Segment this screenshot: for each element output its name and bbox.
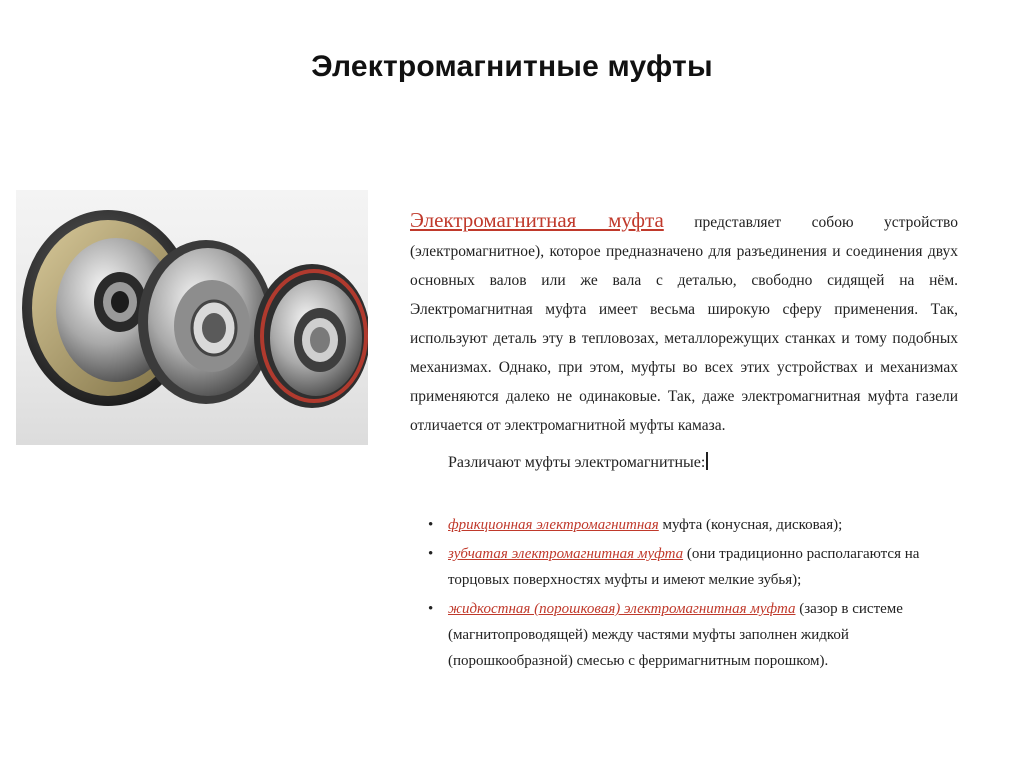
list-item [426, 596, 956, 674]
kind-text: (зазор в системе (магнитопроводящей) между частями муфты заполнен жидкой (порошкообразной) смесью с ферримагнитным порошком). [448, 601, 903, 669]
kinds-heading [448, 452, 708, 472]
intro-term: Электромагнитная муфта [410, 208, 664, 232]
kinds-heading-text: Различают муфты электромагнитные: [448, 454, 706, 471]
slide-title: Электромагнитные муфты [311, 50, 713, 83]
list-item [426, 512, 956, 538]
kind-text: (они традиционно располагаются на торцовых поверхностях муфты и имеют мелкие зубья); [448, 546, 920, 588]
text-cursor [706, 452, 708, 470]
intro-text: представляет собою устройство (электромагнитное), которое предназначено для разъединения и соединения двух основных валов или же вала с деталью, свободно сидящей на нём. Электромагнитная муфта имеет весьма широкую сферу применения. Так, используют деталь эту в тепловозах, металлорежущих станках и тому подобных механизмах. Однако, при этом, муфты во всех этих устройствах и механизмах применяются далеко не одинаковые. Так, даже электромагнитная муфта газели отличается от электромагнитной муфты камаза. [410, 214, 958, 434]
middle-clutch [138, 240, 274, 404]
clutch-illustration [16, 190, 368, 445]
intro-paragraph [410, 206, 958, 440]
small-clutch [254, 264, 368, 408]
clutch-photo [16, 190, 368, 445]
kinds-list [426, 512, 956, 677]
kind-term: жидкостная (порошковая) электромагнитная муфта [448, 601, 796, 617]
kind-term: зубчатая электромагнитная муфта [448, 546, 684, 562]
kind-term: фрикционная электромагнитная [448, 517, 659, 533]
list-item [426, 541, 956, 593]
kind-text: муфта (конусная, дисковая); [658, 517, 843, 533]
